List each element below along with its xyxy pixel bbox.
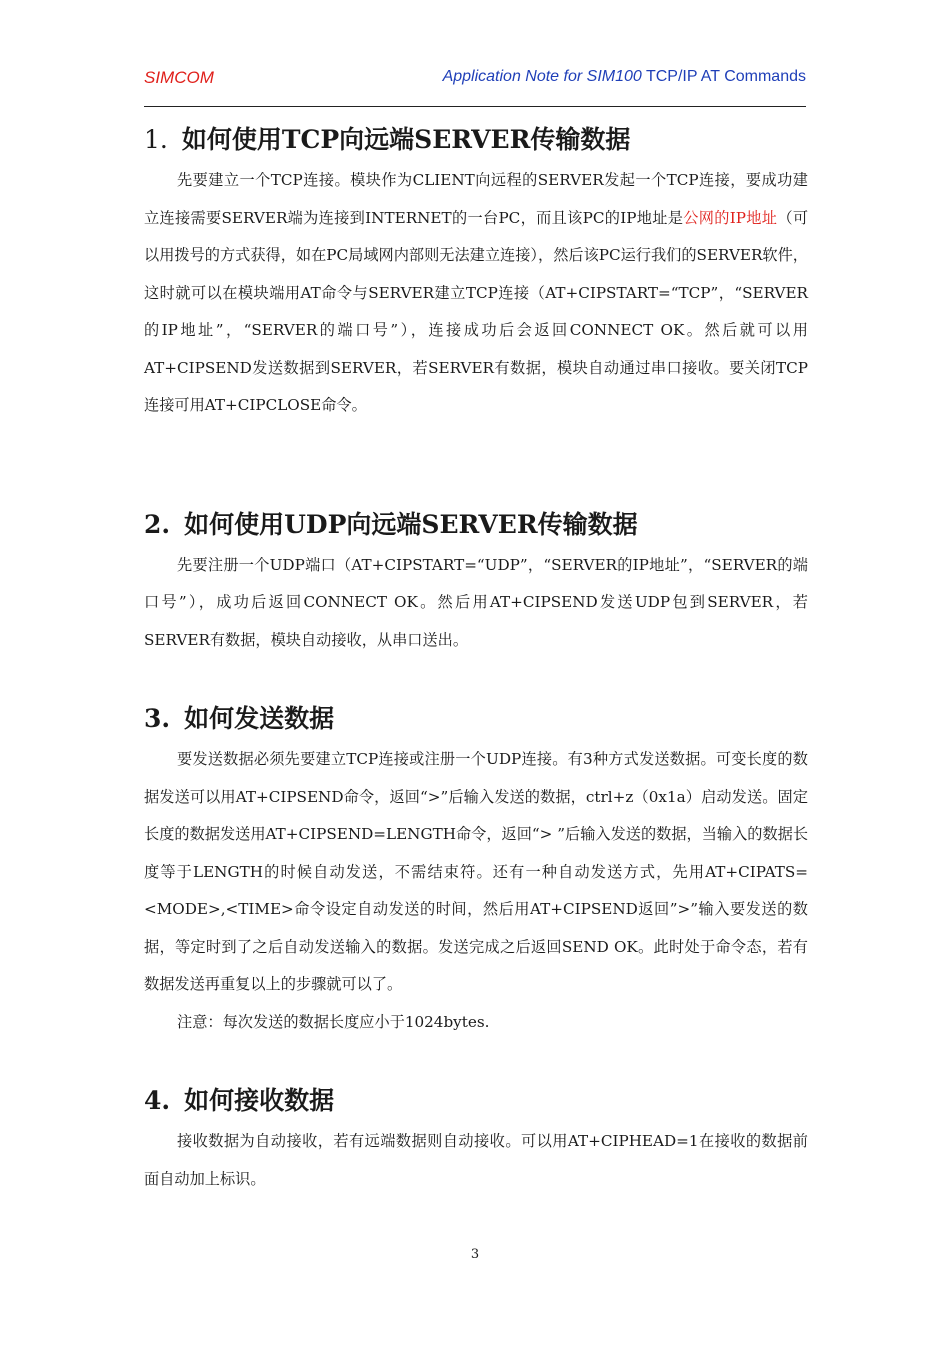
document-title-italic: Application Note for SIM100 bbox=[442, 68, 642, 85]
section-title: 如何使用UDP向远端SERVER传输数据 bbox=[184, 509, 638, 539]
section-heading bbox=[144, 118, 808, 162]
section-paragraph: 先要注册一个UDP端口（AT+CIPSTART=“UDP”，“SERVER的IP地址”，“SERVER的端口号”），成功后返回CONNECT OK。然后用AT+CIPSEND发送UDP包到SERVER，若SERVER有数据，模块自动接收，从串口送出。 bbox=[144, 555, 808, 649]
section-number: 4. bbox=[144, 1086, 171, 1115]
section-number: 3. bbox=[144, 704, 171, 733]
document-title bbox=[443, 68, 806, 86]
section-title: 如何接收数据 bbox=[184, 1086, 335, 1115]
note-paragraph: 注意：每次发送的数据长度应小于1024bytes. bbox=[177, 1012, 490, 1031]
section-heading bbox=[144, 697, 808, 741]
section-paragraph: 要发送数据必须先要建立TCP连接或注册一个UDP连接。有3种方式发送数据。可变长度的数据发送可以用AT+CIPSEND命令，返回“>”后输入发送的数据，ctrl+z（0x1a）启动发送。固定长度的数据发送用AT+CIPSEND=LENGTH命令，返回“> ”后输入发送的数据，当输入的数据长度等于LENGTH的时候自动发送，不需结束符。还有一种自动发送方式，先用AT+CIPATS=<MODE>,<TIME>命令设定自动发送的时间，然后用AT+CIPSEND返回”>”输入要发送的数据，等定时到了之后自动发送输入的数据。发送完成之后返回SEND OK。此时处于命令态，若有数据发送再重复以上的步骤就可以了。 bbox=[144, 750, 809, 993]
section-number: 2. bbox=[144, 509, 171, 539]
page-number: 3 bbox=[470, 1247, 480, 1262]
page-header bbox=[144, 64, 806, 107]
paragraph-text: 先要建立一个TCP连接。模块作为CLIENT向远程的SERVER发起一个TCP连接，要成功建立连接需要SERVER端为连接到INTERNET的一台PC，而且该PC的IP地址是 bbox=[144, 171, 808, 227]
section-paragraph: 接收数据为自动接收，若有远端数据则自动接收。可以用AT+CIPHEAD=1在接收的数据前面自动加上标识。 bbox=[144, 1132, 808, 1188]
section-heading bbox=[144, 503, 808, 547]
highlighted-text: 公网的IP地址 bbox=[683, 208, 778, 227]
brand-logo-text: SIMCOM bbox=[144, 68, 214, 87]
paragraph-text: （可以用拨号的方式获得，如在PC局域网内部则无法建立连接），然后该PC运行我们的SERVER软件，这时就可以在模块端用AT命令与SERVER建立TCP连接（AT+CIPSTART=“TCP”，“SERVER的IP地址”，“SERVER的端口号”），连接成功后会返回CONNECT OK。然后就可以用AT+CIPSEND发送数据到SERVER，若SERVER有数据，模块自动通过串口接收。要关闭TCP连接可用AT+CIPCLOSE命令。 bbox=[144, 208, 808, 414]
page-content bbox=[144, 118, 808, 1198]
section-send bbox=[144, 697, 808, 1041]
section-paragraph bbox=[144, 162, 808, 425]
section-udp bbox=[144, 503, 808, 660]
section-tcp bbox=[144, 118, 808, 425]
section-heading bbox=[144, 1079, 808, 1123]
document-title-rest: TCP/IP AT Commands bbox=[641, 68, 806, 85]
section-number: 1. bbox=[144, 125, 168, 154]
section-title: 如何发送数据 bbox=[184, 704, 335, 733]
section-title: 如何使用TCP向远端SERVER传输数据 bbox=[181, 125, 631, 154]
section-receive bbox=[144, 1079, 808, 1198]
